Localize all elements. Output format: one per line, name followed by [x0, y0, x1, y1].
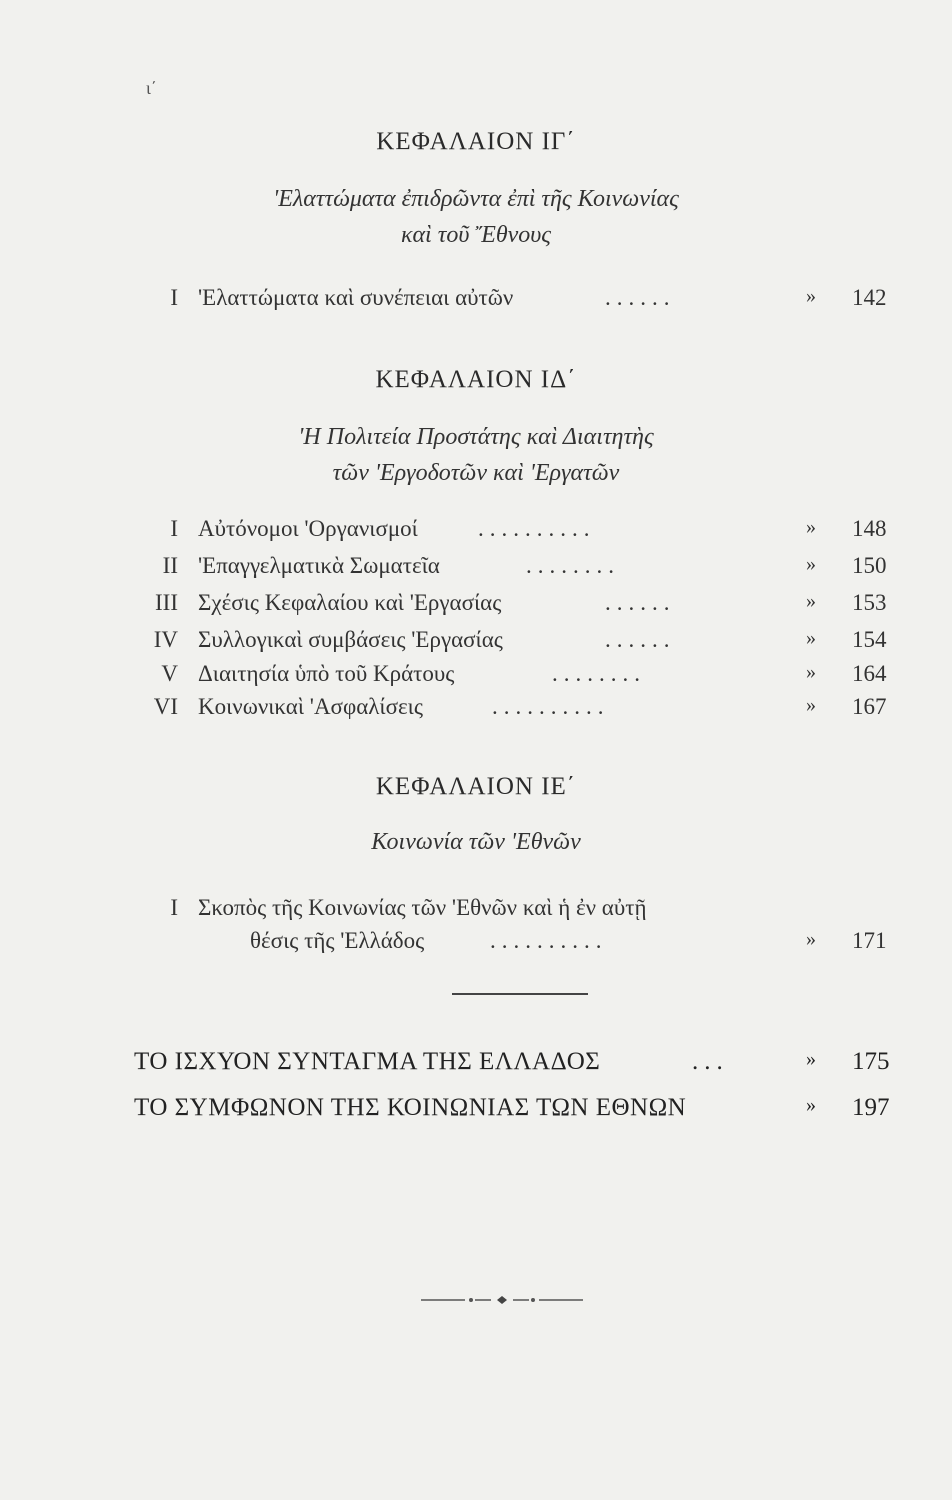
- entry-title: 'Ελαττώματα καὶ συνέπειαι αὐτῶν: [198, 285, 514, 310]
- page-number: 171: [852, 928, 887, 953]
- toc-entry: [0, 590, 952, 620]
- entry-number: III: [155, 590, 178, 615]
- entry-number: I: [170, 285, 178, 310]
- chapter-heading: ΚΕΦΑΛΑΙΟΝ ΙΓ΄: [376, 128, 576, 155]
- toc-entry: [0, 553, 952, 583]
- leader-dots: ........: [552, 661, 646, 686]
- leader-dots: ......: [605, 627, 676, 652]
- page-number: 154: [852, 627, 887, 652]
- ornament-dot: [531, 1298, 535, 1302]
- toc-entry-continuation: [0, 928, 952, 958]
- entry-number: II: [162, 553, 178, 578]
- leader-dots: ........: [526, 553, 620, 578]
- toc-entry: [0, 627, 952, 657]
- section-divider: [452, 993, 588, 995]
- entry-title: 'Επαγγελματικὰ Σωματεῖα: [198, 553, 440, 578]
- chapter-subtitle-line: 'Ελαττώματα ἐπιδρῶντα ἐπὶ τῆς Κοινωνίας: [273, 186, 679, 212]
- entry-title: Διαιτησία ὑπὸ τοῦ Κράτους: [198, 661, 455, 686]
- leader-dots: ..........: [478, 516, 596, 541]
- page-mark: »: [806, 516, 816, 538]
- entry-number: V: [161, 661, 178, 686]
- entry-title: Αὐτόνομοι 'Οργανισμοί: [198, 516, 418, 541]
- appendix-title: ΤΟ ΙΣΧΥΟΝ ΣΥΝΤΑΓΜΑ ΤΗΣ ΕΛΛΑΔΟΣ: [134, 1048, 601, 1075]
- entry-title: Σχέσις Κεφαλαίου καὶ 'Εργασίας: [198, 590, 502, 615]
- chapter-subtitle-line: τῶν 'Εργοδοτῶν καὶ 'Εργατῶν: [332, 460, 620, 486]
- page-mark: »: [806, 661, 816, 683]
- entry-title: Κοινωνικαὶ 'Ασφαλίσεις: [198, 694, 423, 719]
- page-number: 175: [852, 1048, 890, 1075]
- page-mark: »: [806, 1094, 816, 1116]
- toc-entry: [0, 661, 952, 691]
- chapter-heading: ΚΕΦΑΛΑΙΟΝ ΙΔ΄: [375, 366, 577, 393]
- appendix-entry: [0, 1048, 952, 1082]
- chapter-subtitle-line: καὶ τοῦ Ἔθνους: [400, 222, 552, 248]
- toc-entry: [0, 895, 952, 925]
- entry-number: IV: [153, 627, 178, 652]
- page-number: 153: [852, 590, 887, 615]
- entry-number: I: [170, 895, 178, 920]
- end-ornament: [421, 1293, 583, 1307]
- appendix-title: ΤΟ ΣΥΜΦΩΝΟΝ ΤΗΣ ΚΟΙΝΩΝΙΑΣ ΤΩΝ ΕΘΝΩΝ: [134, 1094, 687, 1121]
- leader-dots: ..........: [490, 928, 608, 953]
- page-mark: »: [806, 627, 816, 649]
- toc-entry: [0, 694, 952, 724]
- page-mark: »: [806, 285, 816, 307]
- ornament-diamond: [497, 1296, 507, 1304]
- entry-title: Σκοπὸς τῆς Κοινωνίας τῶν 'Εθνῶν καὶ ἡ ἐν αὐτῇ: [198, 895, 647, 920]
- page-number: 197: [852, 1094, 890, 1121]
- entry-title: Συλλογικαὶ συμβάσεις 'Εργασίας: [198, 627, 503, 652]
- page-mark: »: [806, 928, 816, 950]
- page-number: 164: [852, 661, 887, 686]
- leader-dots: ..........: [492, 694, 610, 719]
- page-mark: »: [806, 590, 816, 612]
- chapter-heading: ΚΕΦΑΛΑΙΟΝ ΙΕ΄: [375, 773, 577, 800]
- appendix-entry: [0, 1094, 952, 1128]
- leader-dots: ...: [692, 1048, 729, 1075]
- leader-dots: ......: [605, 285, 676, 310]
- page-mark: »: [806, 553, 816, 575]
- chapter-subtitle-line: Κοινωνία τῶν 'Εθνῶν: [371, 829, 581, 855]
- page-mark: »: [806, 694, 816, 716]
- page-number: 167: [852, 694, 887, 719]
- corner-mark: ι΄: [146, 78, 157, 98]
- page-number: 150: [852, 553, 887, 578]
- entry-number: I: [170, 516, 178, 541]
- page-number: 148: [852, 516, 887, 541]
- page-mark: »: [806, 1048, 816, 1070]
- toc-entry: [0, 516, 952, 546]
- page-number: 142: [852, 285, 887, 310]
- entry-number: VI: [153, 694, 178, 719]
- ornament-dot: [469, 1298, 473, 1302]
- toc-entry: [0, 285, 952, 315]
- leader-dots: ......: [605, 590, 676, 615]
- entry-title-continuation: θέσις τῆς 'Ελλάδος: [250, 928, 425, 953]
- chapter-subtitle-line: 'Η Πολιτεία Προστάτης καὶ Διαιτητὴς: [298, 424, 654, 450]
